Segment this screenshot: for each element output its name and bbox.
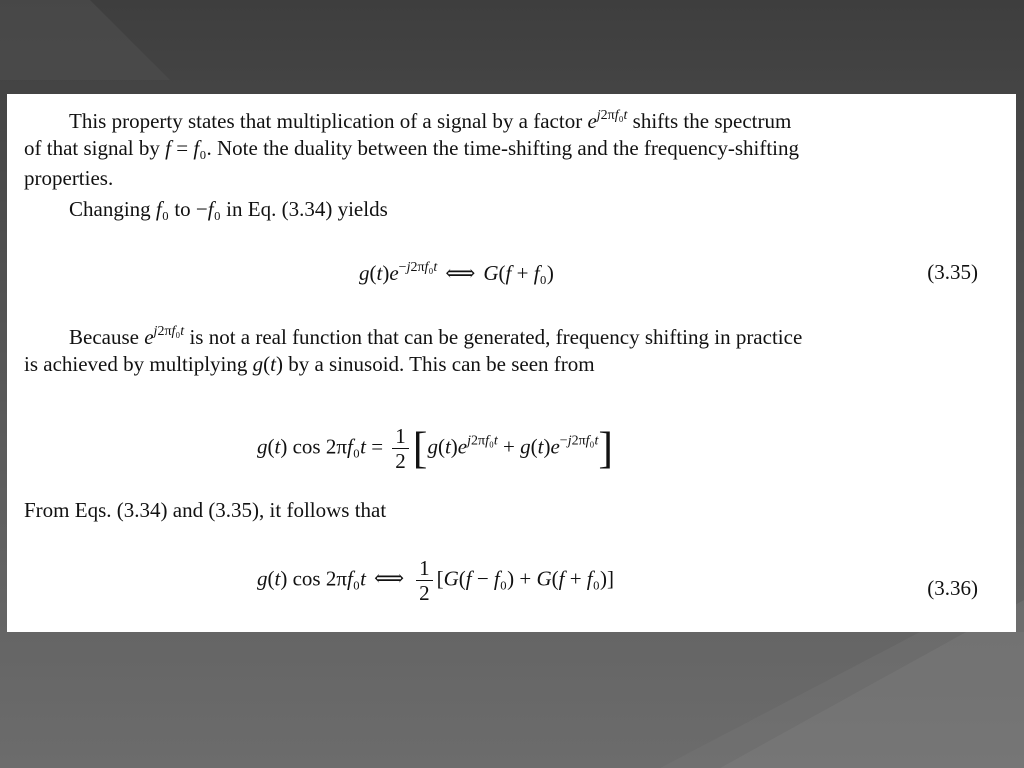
- paragraph-line-5: Because $e^{j2\pi f_0t}$ is not a real function that can be generated, frequency shifting in practice: [69, 324, 803, 349]
- equation-3-36: g(t) cos 2πf₀t ⟺ $\frac{1}{2}$ [G(f − f₀) + G(f + f₀)]: [257, 556, 614, 605]
- equation-number-3-36: (3.36): [927, 576, 978, 600]
- paragraph-line-2: of that signal by f = f₀. Note the duality between the time-shifting and the frequency-shifting: [24, 136, 799, 160]
- paragraph-line-3: properties.: [24, 166, 114, 190]
- equation-number-3-35: (3.35): [927, 260, 978, 284]
- paragraph-line-6: is achieved by multiplying g(t) by a sinusoid. This can be seen from: [24, 352, 595, 376]
- paragraph-line-1: This property states that multiplication of a signal by a factor $e^{j2\pi f_0t}$ shifts the spectrum: [69, 108, 792, 133]
- paragraph-line-7: From Eqs. (3.34) and (3.35), it follows that: [24, 498, 387, 522]
- equation-cosine-expansion: g(t) cos 2πf₀t = $\frac{1}{2}$ $[g(t)e^{j2\pi f_0t} + g(t)e^{-j2\pi f_0t}]$: [257, 423, 613, 473]
- paragraph-line-4: Changing f₀ to −f₀ in Eq. (3.34) yields: [69, 197, 388, 221]
- document-page: [7, 94, 1016, 632]
- equation-3-35: $g(t)e^{-j2\pi f_0t}$ ⟺ G(f + f₀): [359, 260, 554, 285]
